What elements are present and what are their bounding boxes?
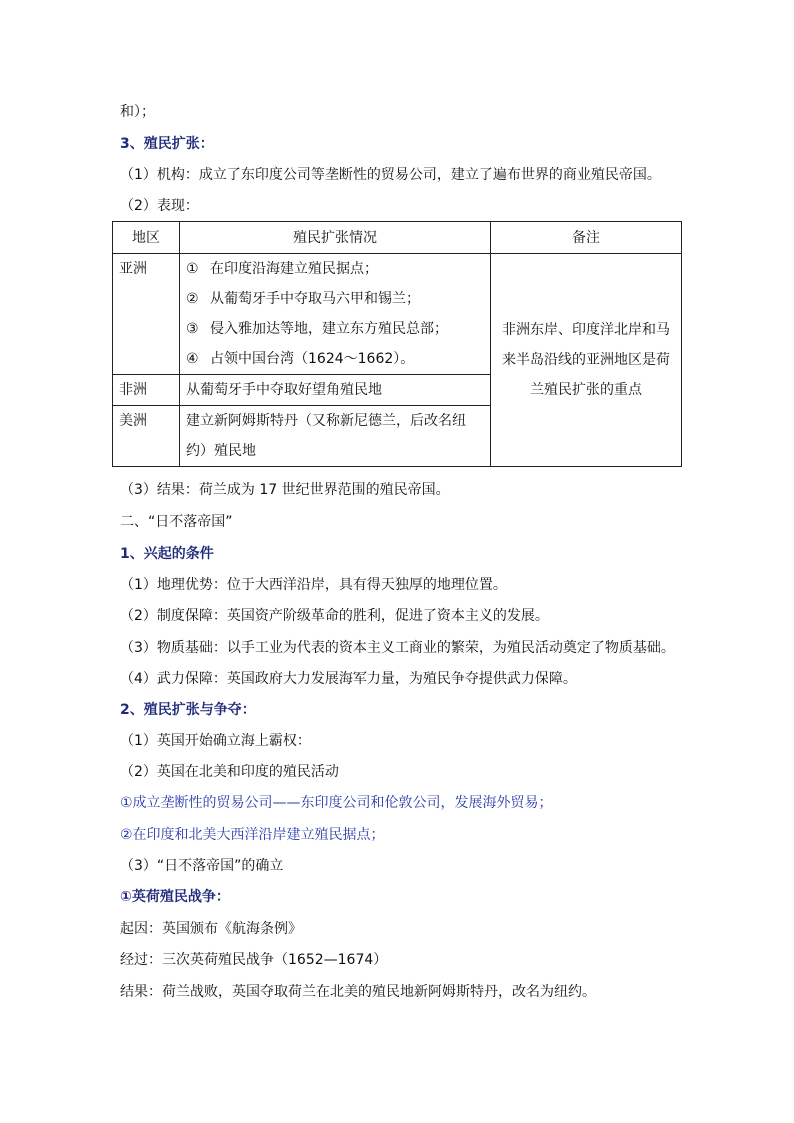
- header-region: 地区: [113, 222, 180, 254]
- paragraph-geography: （1）地理优势：位于大西洋沿岸，具有得天独厚的地理位置。: [120, 577, 507, 593]
- item-number: ②: [186, 291, 199, 307]
- paragraph-empire-established: （3）“日不落帝国”的确立: [120, 858, 284, 874]
- paragraph-military-guarantee: （4）武力保障：英国政府大力发展海军力量，为殖民争夺提供武力保障。: [120, 671, 577, 687]
- heading-colonial-expansion: 3、殖民扩张：: [120, 136, 214, 152]
- paragraph-institution-guarantee: （2）制度保障：英国资产阶级革命的胜利，促进了资本主义的发展。: [120, 608, 549, 624]
- paragraph-colonial-activities: （2）英国在北美和印度的殖民活动: [120, 764, 339, 780]
- list-item: [186, 314, 484, 344]
- item-text: 侵入雅加达等地，建立东方殖民总部；: [210, 321, 448, 337]
- paragraph-result: （3）结果：荷兰成为 17 世纪世界范围的殖民帝国。: [120, 482, 450, 498]
- america-text: 建立新阿姆斯特丹（又称新尼德兰，后改名纽约）殖民地: [180, 406, 491, 467]
- paragraph-war-cause: 起因：英国颁布《航海条例》: [120, 921, 302, 937]
- paragraph-material-basis: （3）物质基础：以手工业为代表的资本主义工商业的繁荣，为殖民活动奠定了物质基础。: [120, 640, 675, 656]
- region-asia: 亚洲: [113, 254, 180, 375]
- item-text: 在印度沿海建立殖民据点；: [210, 261, 378, 277]
- header-remark: 备注: [491, 222, 682, 254]
- item-number: ④: [186, 351, 199, 367]
- header-expansion: 殖民扩张情况: [180, 222, 491, 254]
- heading-rise-conditions: 1、兴起的条件: [120, 546, 214, 562]
- paragraph-sea-power: （1）英国开始确立海上霸权：: [120, 733, 311, 749]
- heading-anglo-dutch-war: ①英荷殖民战争：: [120, 889, 230, 905]
- heading-expansion-competition: 2、殖民扩张与争夺：: [120, 702, 256, 718]
- paragraph-trade-companies: ①成立垄断性的贸易公司——东印度公司和伦敦公司，发展海外贸易；: [120, 795, 553, 811]
- paragraph-war-process: 经过：三次英荷殖民战争（1652—1674）: [120, 952, 388, 968]
- africa-text: 从葡萄牙手中夺取好望角殖民地: [180, 375, 491, 406]
- table-row: [113, 254, 682, 375]
- section-title-empire: 二、“日不落帝国”: [120, 514, 233, 530]
- paragraph-institution: （1）机构：成立了东印度公司等垄断性的贸易公司，建立了遍布世界的商业殖民帝国。: [120, 167, 661, 183]
- list-item: [186, 284, 484, 314]
- list-item: [186, 344, 484, 374]
- region-africa: 非洲: [113, 375, 180, 406]
- paragraph-war-result: 结果：荷兰战败，英国夺取荷兰在北美的殖民地新阿姆斯特丹，改名为纽约。: [120, 984, 596, 1000]
- table-header-row: [113, 222, 682, 254]
- paragraph-colonial-posts: ②在印度和北美大西洋沿岸建立殖民据点；: [120, 827, 385, 843]
- item-text: 从葡萄牙手中夺取马六甲和锡兰；: [210, 291, 420, 307]
- list-item: [186, 254, 484, 284]
- item-text: 占领中国台湾（1624～1662）。: [210, 351, 415, 367]
- remark-cell: 非洲东岸、印度洋北岸和马来半岛沿线的亚洲地区是荷兰殖民扩张的重点: [491, 254, 682, 467]
- colonial-expansion-table: [112, 221, 682, 467]
- paragraph-performance: （2）表现：: [120, 198, 199, 214]
- asia-items: [180, 254, 491, 375]
- item-number: ①: [186, 261, 199, 277]
- text-fragment: 和）；: [120, 104, 155, 120]
- item-number: ③: [186, 321, 199, 337]
- region-america: 美洲: [113, 406, 180, 467]
